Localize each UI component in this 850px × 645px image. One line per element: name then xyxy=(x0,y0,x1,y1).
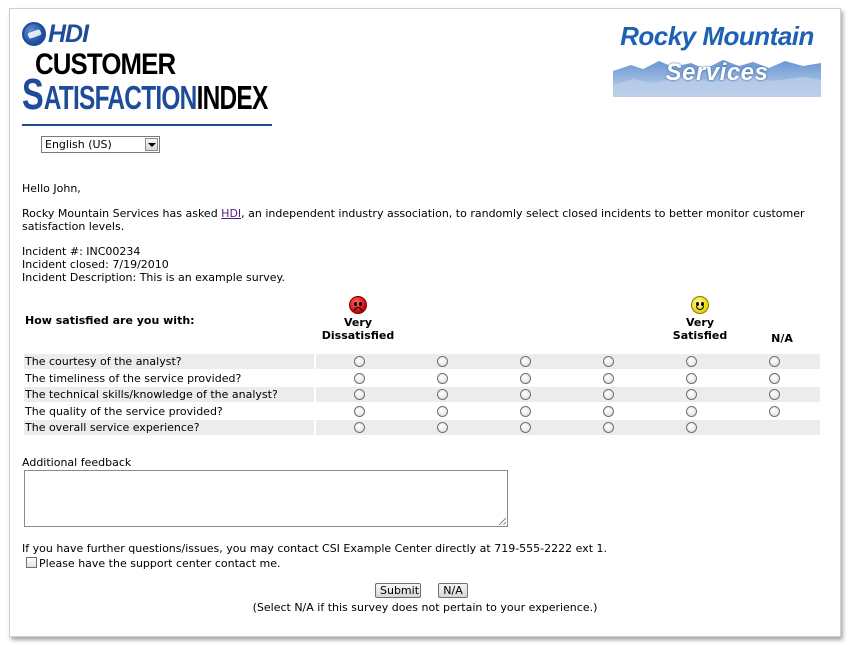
company-logo xyxy=(613,21,821,97)
question-label: The technical skills/knowledge of the analyst? xyxy=(24,387,314,402)
scale-high-line1: Very xyxy=(686,316,714,329)
question-label: The timeliness of the service provided? xyxy=(25,371,242,385)
incident-description: Incident Description: This is an example survey. xyxy=(22,271,285,284)
rating-radio-5[interactable] xyxy=(686,356,697,367)
rating-radio-1[interactable] xyxy=(354,373,365,384)
rating-radio-na[interactable] xyxy=(769,406,780,417)
incident-closed: Incident closed: 7/19/2010 xyxy=(22,258,169,271)
intro-text-after: , an independent industry association, to randomly select closed incidents to better monitor customer satisfaction levels. xyxy=(22,207,805,233)
feedback-label: Additional feedback xyxy=(22,456,132,469)
rating-radio-na[interactable] xyxy=(769,373,780,384)
logo-satisfaction-index xyxy=(22,70,268,126)
language-selected-value: English (US) xyxy=(45,138,112,151)
rating-radio-1[interactable] xyxy=(354,356,365,367)
rating-cells xyxy=(316,387,820,402)
rating-radio-5[interactable] xyxy=(686,373,697,384)
contact-me-checkbox[interactable] xyxy=(26,557,37,568)
question-header: How satisfied are you with: xyxy=(25,314,195,327)
contact-text: If you have further questions/issues, you may contact CSI Example Center directly at 719-555-2222 ext 1. xyxy=(22,542,608,555)
hdi-mark xyxy=(22,21,88,47)
contact-me-label: Please have the support center contact me. xyxy=(39,557,281,570)
logo-underline xyxy=(22,124,272,126)
footer-note: (Select N/A if this survey does not pertain to your experience.) xyxy=(252,601,598,614)
logo-index-text: INDEX xyxy=(196,79,268,116)
intro-paragraph xyxy=(22,207,812,233)
rating-cells xyxy=(316,354,820,369)
na-button[interactable]: N/A xyxy=(438,583,468,598)
submit-button[interactable]: Submit xyxy=(375,583,421,598)
logo-satisfaction-text: ATISFACTION xyxy=(43,79,197,116)
rating-radio-5[interactable] xyxy=(686,389,697,400)
survey-question-row xyxy=(24,420,820,435)
rating-cells xyxy=(316,420,820,435)
incident-number: Incident #: INC00234 xyxy=(22,245,141,258)
intro-text-before: Rocky Mountain Services has asked xyxy=(22,207,222,220)
happy-face-icon xyxy=(691,296,709,314)
rating-radio-na[interactable] xyxy=(769,356,780,367)
company-logo-title: Rocky Mountain xyxy=(620,21,814,51)
rating-radio-1[interactable] xyxy=(354,422,365,433)
rating-radio-3[interactable] xyxy=(520,422,531,433)
rating-radio-2[interactable] xyxy=(437,422,448,433)
rating-radio-na[interactable] xyxy=(769,389,780,400)
hdi-link[interactable]: HDI xyxy=(221,207,242,220)
question-label: The courtesy of the analyst? xyxy=(24,354,314,369)
question-label: The overall service experience? xyxy=(24,420,314,435)
rating-radio-5[interactable] xyxy=(686,422,697,433)
greeting: Hello John, xyxy=(22,182,81,195)
rating-radio-2[interactable] xyxy=(437,389,448,400)
language-select[interactable] xyxy=(41,136,160,153)
scale-low-line1: Very xyxy=(344,316,372,329)
rating-radio-3[interactable] xyxy=(520,389,531,400)
rating-radio-3[interactable] xyxy=(520,356,531,367)
scale-low-line2: Dissatisfied xyxy=(321,329,395,342)
scale-very-satisfied xyxy=(660,296,740,342)
rating-radio-4[interactable] xyxy=(603,406,614,417)
scale-high-line2: Satisfied xyxy=(672,329,728,342)
resize-grip-icon[interactable] xyxy=(499,518,506,525)
rating-radio-5[interactable] xyxy=(686,406,697,417)
rating-radio-4[interactable] xyxy=(603,389,614,400)
rating-radio-4[interactable] xyxy=(603,422,614,433)
scale-very-dissatisfied xyxy=(318,296,398,342)
company-logo-services: Services xyxy=(665,59,769,86)
chevron-down-icon[interactable] xyxy=(145,138,158,151)
rating-radio-2[interactable] xyxy=(437,406,448,417)
rating-cells xyxy=(316,404,820,419)
hdi-csi-logo xyxy=(22,21,272,121)
question-label: The quality of the service provided? xyxy=(25,404,223,418)
rating-cells xyxy=(316,371,820,386)
rating-radio-2[interactable] xyxy=(437,373,448,384)
scale-na: N/A xyxy=(771,332,793,345)
rating-radio-4[interactable] xyxy=(603,356,614,367)
logo-customer-text: CUSTOMER xyxy=(35,48,176,81)
survey-question-row xyxy=(24,387,820,402)
logo-s-letter: S xyxy=(22,70,44,119)
hdi-logo-text: HDI xyxy=(48,20,89,48)
survey-question-row xyxy=(24,371,820,386)
survey-page xyxy=(9,8,841,637)
rating-radio-3[interactable] xyxy=(520,406,531,417)
rating-radio-1[interactable] xyxy=(354,406,365,417)
sad-face-icon xyxy=(349,296,367,314)
rating-radio-1[interactable] xyxy=(354,389,365,400)
rating-radio-3[interactable] xyxy=(520,373,531,384)
globe-icon xyxy=(22,22,46,46)
feedback-textarea[interactable] xyxy=(24,470,508,527)
rating-radio-4[interactable] xyxy=(603,373,614,384)
survey-question-row xyxy=(24,404,820,419)
rating-radio-2[interactable] xyxy=(437,356,448,367)
survey-question-row xyxy=(24,354,820,369)
